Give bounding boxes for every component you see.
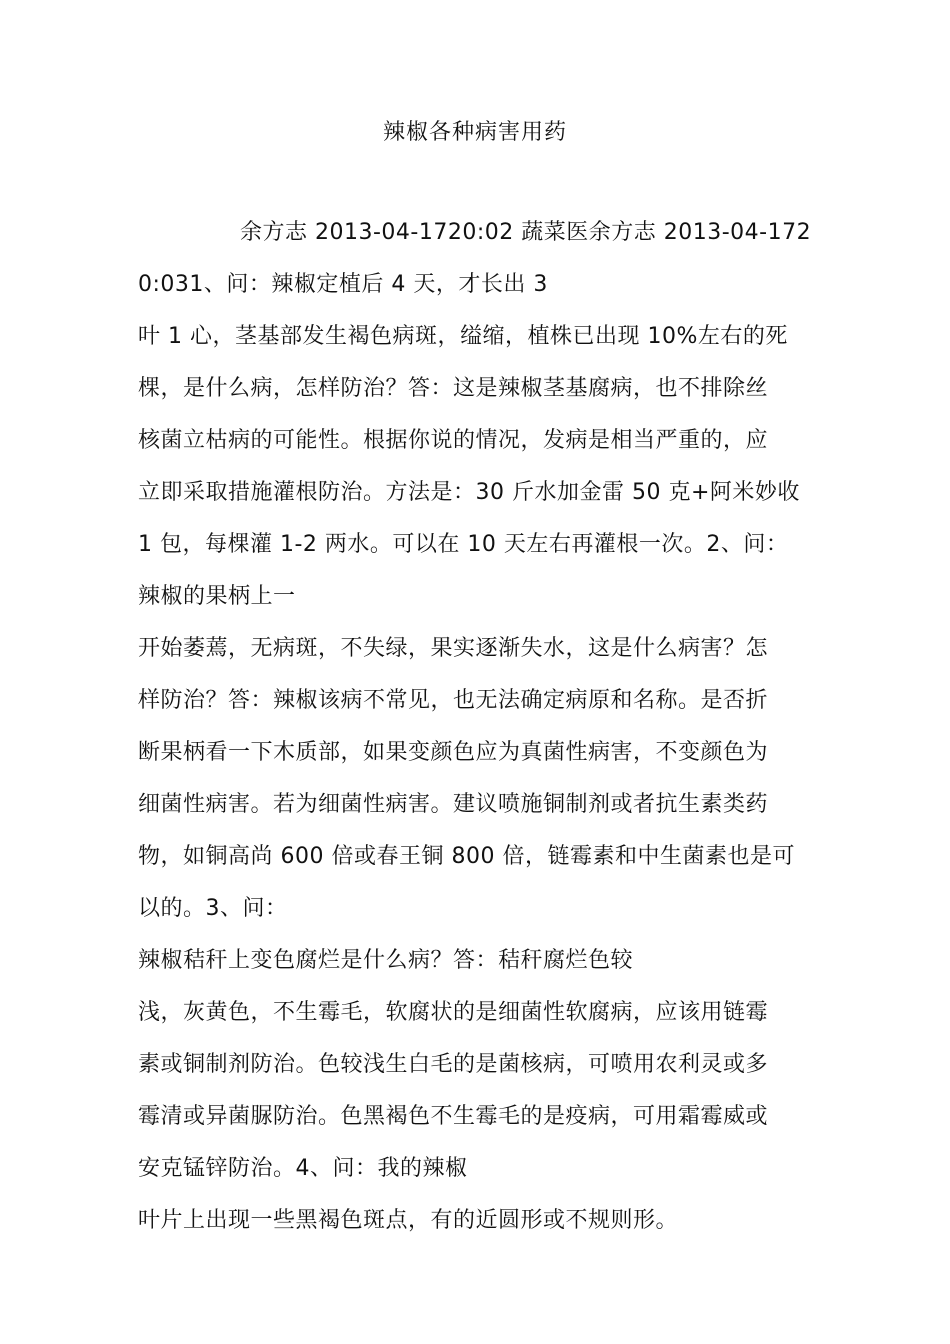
text-line: 叶 1 心，茎基部发生褐色病斑，缢缩，植株已出现 10%左右的死 — [138, 324, 788, 349]
text-line: 1 包，每棵灌 1-2 两水。可以在 10 天左右再灌根一次。2、问： — [138, 532, 789, 557]
text-line: 余方志 2013-04-1720:02 蔬菜医余方志 2013-04-172 — [240, 220, 812, 245]
text-line: 核菌立枯病的可能性。根据你说的情况，发病是相当严重的，应 — [138, 428, 769, 453]
text-line: 样防治？答：辣椒该病不常见，也无法确定病原和名称。是否折 — [138, 688, 769, 713]
text-line: 开始萎蔫，无病斑，不失绿，果实逐渐失水，这是什么病害？怎 — [138, 636, 769, 661]
text-line: 霉清或异菌脲防治。色黑褐色不生霉毛的是疫病，可用霜霉威或 — [138, 1104, 769, 1129]
text-line: 辣椒秸秆上变色腐烂是什么病？答：秸秆腐烂色较 — [138, 948, 634, 973]
text-line: 物，如铜高尚 600 倍或春王铜 800 倍，链霉素和中生菌素也是可 — [138, 844, 795, 869]
text-line: 安克锰锌防治。4、问：我的辣椒 — [138, 1156, 468, 1181]
document-title: 辣椒各种病害用药 — [382, 120, 567, 145]
text-line: 断果柄看一下木质部，如果变颜色应为真菌性病害，不变颜色为 — [138, 740, 769, 765]
text-line: 0:031、问：辣椒定植后 4 天，才长出 3 — [138, 272, 548, 297]
text-line: 棵，是什么病，怎样防治？答：这是辣椒茎基腐病，也不排除丝 — [138, 376, 769, 401]
document-body — [138, 207, 818, 1247]
text-line: 以的。3、问： — [138, 896, 288, 921]
text-line: 叶片上出现一些黑褐色斑点，有的近圆形或不规则形。 — [138, 1208, 679, 1233]
text-line: 素或铜制剂防治。色较浅生白毛的是菌核病，可喷用农利灵或多 — [138, 1052, 769, 1077]
text-line: 细菌性病害。若为细菌性病害。建议喷施铜制剂或者抗生素类药 — [138, 792, 769, 817]
text-line: 辣椒的果柄上一 — [138, 584, 296, 609]
text-line: 浅，灰黄色，不生霉毛，软腐状的是细菌性软腐病，应该用链霉 — [138, 1000, 769, 1025]
text-line: 立即采取措施灌根防治。方法是：30 斤水加金雷 50 克+阿米妙收 — [138, 480, 800, 505]
